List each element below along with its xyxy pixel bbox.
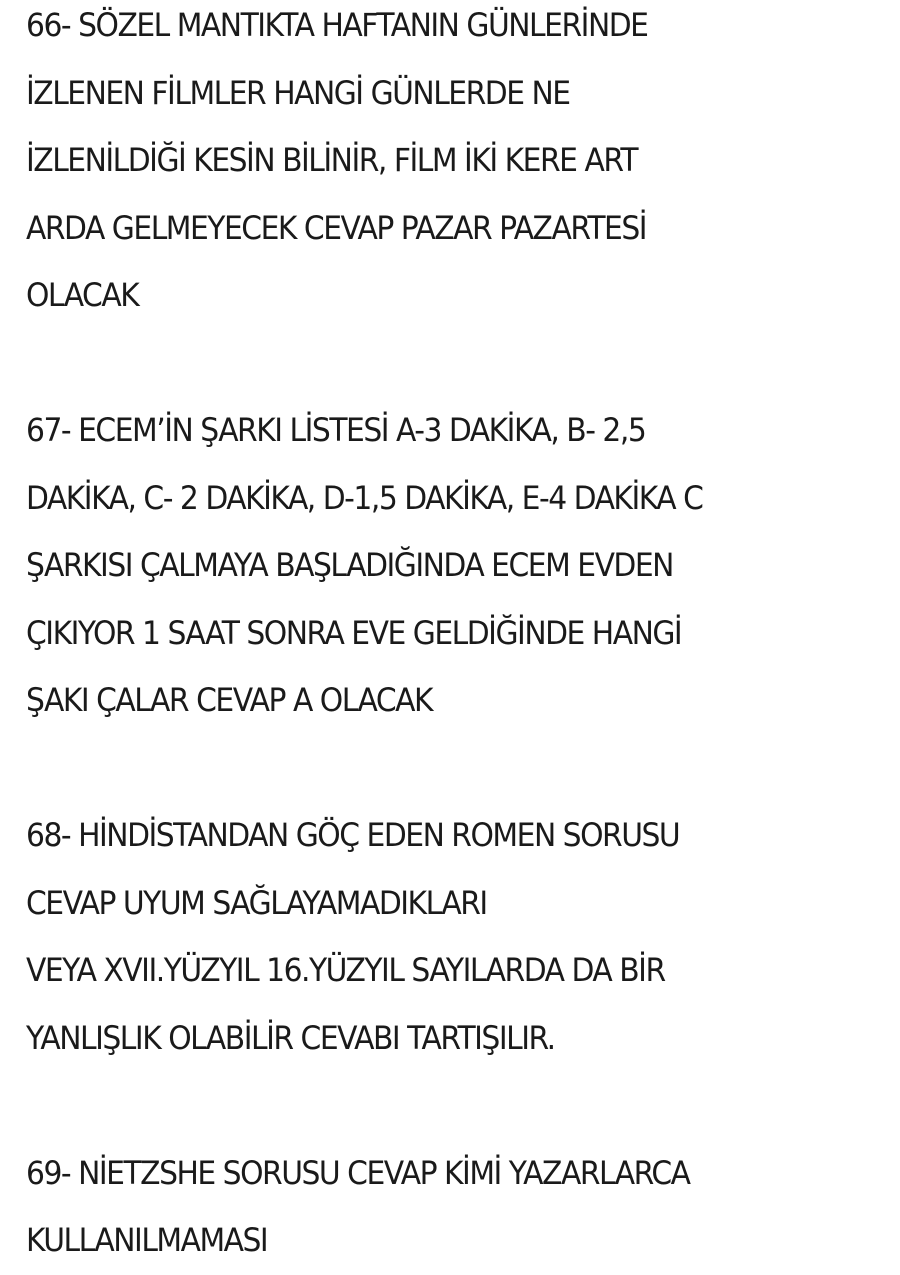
item-69-line-1: 69- NİETZSHE SORUSU CEVAP KİMİ YAZARLARCA — [26, 1153, 690, 1192]
item-67-line-3: ŞARKISI ÇALMAYA BAŞLADIĞINDA ECEM EVDEN — [26, 546, 673, 584]
item-68 — [26, 802, 886, 1072]
item-66-line-4: ARDA GELMEYECEK CEVAP PAZAR PAZARTESİ — [26, 208, 647, 247]
document-body — [26, 0, 886, 1275]
paragraph-gap — [26, 1072, 886, 1140]
item-66-line-1: 66- SÖZEL MANTIKTA HAFTANIN GÜNLERİNDE — [26, 6, 648, 44]
item-66-line-2: İZLENEN FİLMLER HANGİ GÜNLERDE NE — [26, 73, 570, 112]
paragraph-gap — [26, 330, 886, 398]
item-67-line-2: DAKİKA, C- 2 DAKİKA, D-1,5 DAKİKA, E-4 DAKİKA C — [26, 478, 703, 517]
item-68-line-2: CEVAP UYUM SAĞLAYAMADIKLARI — [26, 883, 487, 922]
item-69 — [26, 1140, 886, 1275]
item-67-line-1: 67- ECEM’İN ŞARKI LİSTESİ A-3 DAKİKA, B- 2,5 — [26, 411, 646, 449]
item-67 — [26, 397, 886, 735]
item-68-line-3: VEYA XVII.YÜZYIL 16.YÜZYIL SAYILARDA DA BİR — [26, 951, 665, 989]
item-68-line-1: 68- HİNDİSTANDAN GÖÇ EDEN ROMEN SORUSU — [26, 816, 680, 854]
item-66-line-5: OLACAK — [26, 276, 139, 314]
item-69-line-2: KULLANILMAMASI — [26, 1221, 268, 1259]
item-68-line-4: YANLIŞLIK OLABİLİR CEVABI TARTIŞILIR. — [26, 1018, 555, 1057]
item-67-line-5: ŞAKI ÇALAR CEVAP A OLACAK — [26, 681, 433, 719]
item-66 — [26, 0, 886, 330]
item-67-line-4: ÇIKIYOR 1 SAAT SONRA EVE GELDİĞİNDE HANGİ — [26, 613, 682, 652]
item-66-line-3: İZLENİLDİĞİ KESİN BİLİNİR, FİLM İKİ KERE ART — [26, 141, 638, 179]
paragraph-gap — [26, 735, 886, 803]
